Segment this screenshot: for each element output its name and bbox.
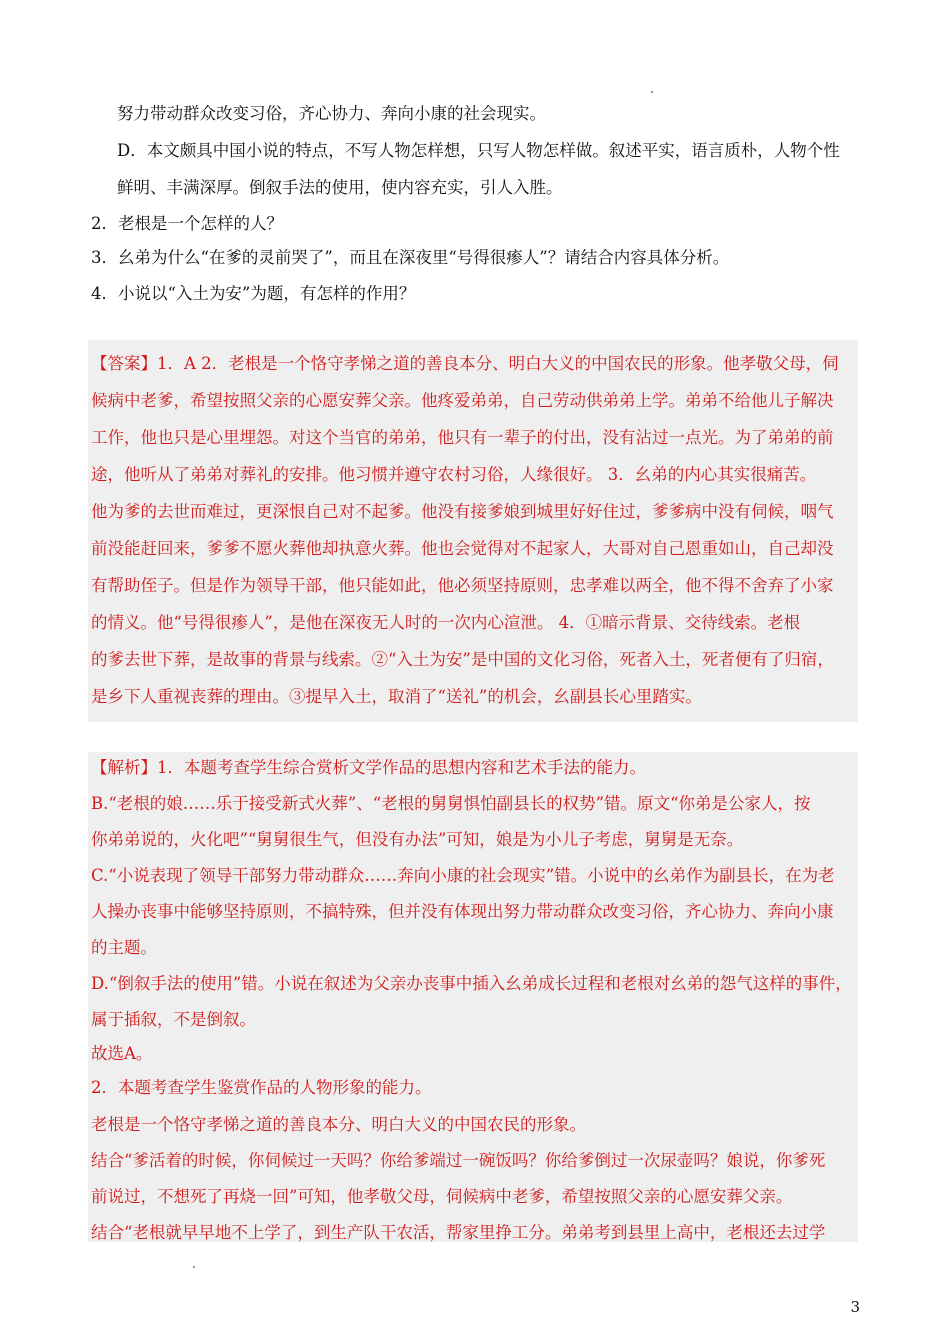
analysis-line: 的主题。 — [91, 938, 157, 957]
page-number: 3 — [850, 1298, 860, 1316]
analysis-line: C.“小说表现了领导干部努力带动群众……奔向小康的社会现实”错。小说中的幺弟作为副县长，在为老 — [91, 866, 835, 885]
answer-line: 【答案】1．A 2．老根是一个恪守孝悌之道的善良本分、明白大义的中国农民的形象。他孝敬父母，伺 — [91, 354, 839, 373]
question-line: 努力带动群众改变习俗，齐心协力、奔向小康的社会现实。 — [117, 104, 546, 123]
analysis-line: D.“倒叙手法的使用”错。小说在叙述为父亲办丧事中插入幺弟成长过程和老根对幺弟的怨气这样的事件， — [91, 974, 852, 993]
answer-line: 有帮助侄子。但是作为领导干部，他只能如此，他必须坚持原则，忠孝难以两全，他不得不舍弃了小家 — [91, 576, 834, 595]
question-4: 4．小说以“入土为安”为题，有怎样的作用？ — [91, 284, 416, 303]
answer-line: 的爹去世下葬，是故事的背景与线索。②“入土为安”是中国的文化习俗，死者入土，死者便有了归宿， — [91, 650, 834, 669]
option-d-line: 鲜明、丰满深厚。倒叙手法的使用，使内容充实，引人入胜。 — [117, 178, 563, 197]
analysis-line: 老根是一个恪守孝悌之道的善良本分、明白大义的中国农民的形象。 — [91, 1115, 586, 1134]
answer-line: 工作，他也只是心里埋怨。对这个当官的弟弟，他只有一辈子的付出，没有沾过一点光。为了弟弟的前 — [91, 428, 834, 447]
option-d-line: D．本文颇具中国小说的特点，不写人物怎样想，只写人物怎样做。叙述平实，语言质朴，人物个性 — [117, 141, 840, 160]
answer-line: 途，他听从了弟弟对葬礼的安排。他习惯并遵守农村习俗，人缘很好。 3．幺弟的内心其实很痛苦。 — [91, 465, 817, 484]
analysis-line: 结合“爹活着的时候，你伺候过一天吗？你给爹端过一碗饭吗？你给爹倒过一次尿壶吗？娘说，你爹死 — [91, 1151, 826, 1170]
analysis-line: B.“老根的娘……乐于接受新式火葬”、“老根的舅舅惧怕副县长的权势”错。原文“你弟是公家人，按 — [91, 794, 811, 813]
analysis-line: 2．本题考查学生鉴赏作品的人物形象的能力。 — [91, 1078, 432, 1097]
answer-line: 是乡下人重视丧葬的理由。③提早入土，取消了“送礼”的机会，幺副县长心里踏实。 — [91, 687, 702, 706]
analysis-line: 你弟弟说的，火化吧”“舅舅很生气，但没有办法”可知，娘是为小儿子考虑，舅舅是无奈。 — [91, 830, 744, 849]
scan-dot — [651, 91, 653, 93]
question-3: 3．幺弟为什么“在爹的灵前哭了”，而且在深夜里“号得很瘆人”？请结合内容具体分析。 — [91, 248, 730, 267]
analysis-line: 结合“老根就早早地不上学了，到生产队干农活，帮家里挣工分。弟弟考到县里上高中，老根还去过学 — [91, 1223, 826, 1242]
scan-dot — [193, 1266, 195, 1268]
analysis-line: 前说过，不想死了再烧一回”可知，他孝敬父母，伺候病中老爹，希望按照父亲的心愿安葬父亲。 — [91, 1187, 793, 1206]
answer-line: 候病中老爹，希望按照父亲的心愿安葬父亲。他疼爱弟弟，自己劳动供弟弟上学。弟弟不给他儿子解决 — [91, 391, 834, 410]
question-2: 2．老根是一个怎样的人？ — [91, 214, 283, 233]
answer-line: 的情义。他“号得很瘆人”，是他在深夜无人时的一次内心渲泄。 4．①暗示背景、交待线索。老根 — [91, 613, 801, 632]
analysis-line: 【解析】1．本题考查学生综合赏析文学作品的思想内容和艺术手法的能力。 — [91, 758, 646, 777]
answer-line: 前没能赶回来，爹爹不愿火葬他却执意火葬。他也会觉得对不起家人，大哥对自己恩重如山，自己却没 — [91, 539, 834, 558]
answer-line: 他为爹的去世而难过，更深恨自己对不起爹。他没有接爹娘到城里好好住过，爹爹病中没有伺候，咽气 — [91, 502, 834, 521]
analysis-line: 故选A。 — [91, 1044, 153, 1063]
analysis-line: 属于插叙，不是倒叙。 — [91, 1010, 256, 1029]
analysis-line: 人操办丧事中能够坚持原则，不搞特殊，但并没有体现出努力带动群众改变习俗，齐心协力、奔向小康 — [91, 902, 834, 921]
